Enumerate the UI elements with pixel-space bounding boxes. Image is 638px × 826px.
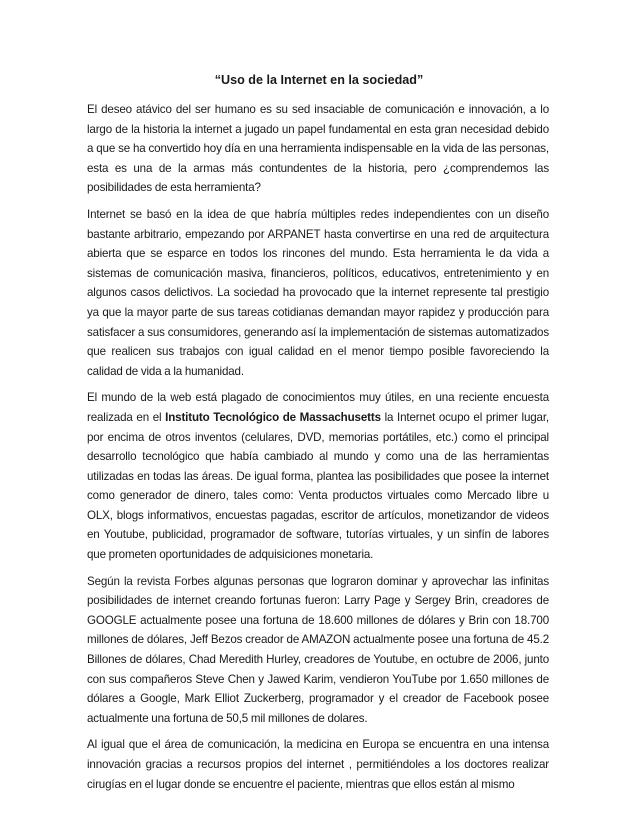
paragraph-3-intro: El mundo de la web está plagado de conocimientos muy útiles, en una reciente encuesta realizada en el: [87, 391, 549, 424]
paragraph-4: Según la revista Forbes algunas personas que lograron dominar y aprovechar las infinitas posibilidades de internet creando fortunas fueron: Larry Page y Sergey Brin, creadores de GOOGLE actualmente posee una fortuna de 18.600 millones de dólares y Brin con 18.700 millones de dólares, Jeff Bezos creador de AMAZON actualmente posee una fortuna de 45.2 Billones de dólares, Chad Meredith Hurley, creadores de Youtube, en octubre de 2006, junto con sus compañeros Steve Chen y Jawed Karim, vendieron YouTube por 1.650 millones de dólares a Google, Mark Elliot Zuckerberg, programador y el creador de Facebook posee actualmente una fortuna de 50,5 mil millones de dolares.: [87, 574, 549, 725]
paragraph-1: El deseo atávico del ser humano es su sed insaciable de comunicación e innovación, a lo largo de la historia la internet a jugado un papel fundamental en esta gran necesidad debido a que se ha convertido hoy día en una herramienta indispensable en la vida de las personas, esta es una de la armas más contundentes de la historia, pero ¿comprendemos las posibilidades de esta herramienta?: [87, 103, 549, 195]
paragraph-3-rest: la Internet ocupo el primer lugar, por encima de otros inventos (celulares, DVD, memorias portátiles, etc.) como el principal desarrollo tecnológico que había cambiado al mundo y como una de las herramientas utilizadas en todas las áreas. De igual forma, plantea las posibilidades que posee la internet como generador de dinero, tales como: Venta productos virtuales como Mercado libre u OLX, blogs informativos, encuestas pagadas, escritor de artículos, monetizandor de videos en Youtube, publicidad, programador de software, tutorías virtuales, y un sinfín de labores que prometen oportunidades de adquisiciones monetaria.: [87, 410, 549, 562]
paragraph-2: Internet se basó en la idea de que habría múltiples redes independientes con un diseño bastante arbitrario, empezando por ARPANET hasta convertirse en una red de arquitectura abierta que se esparce en todos los rincones del mundo. Esta herramienta le da vida a sistemas de comunicación masiva, financieros, políticos, educativos, entretenimiento y en algunos casos delictivos. La sociedad ha provocado que la internet represente tal prestigio ya que la mayor parte de sus tareas cotidianas demandan mayor rapidez y producción para satisfacer a sus consumidores, generando así la implementación de sistemas automatizados que realicen sus trabajos con igual calidad en el menor tiempo posible favoreciendo la calidad de vida a la humanidad.: [87, 207, 549, 378]
paragraph-3: [87, 388, 549, 564]
document-body: [87, 100, 549, 801]
document-title: “Uso de la Internet en la sociedad”: [214, 73, 424, 87]
institute-name: Instituto Tecnológico de Massachusetts: [165, 410, 381, 424]
paragraph-5: Al igual que el área de comunicación, la medicina en Europa se encuentra en una intensa innovación gracias a recursos propios del internet , permitiéndoles a los doctores realizar cirugías en el lugar donde se encuentre el paciente, mientras que ellos están al mismo: [87, 738, 549, 791]
